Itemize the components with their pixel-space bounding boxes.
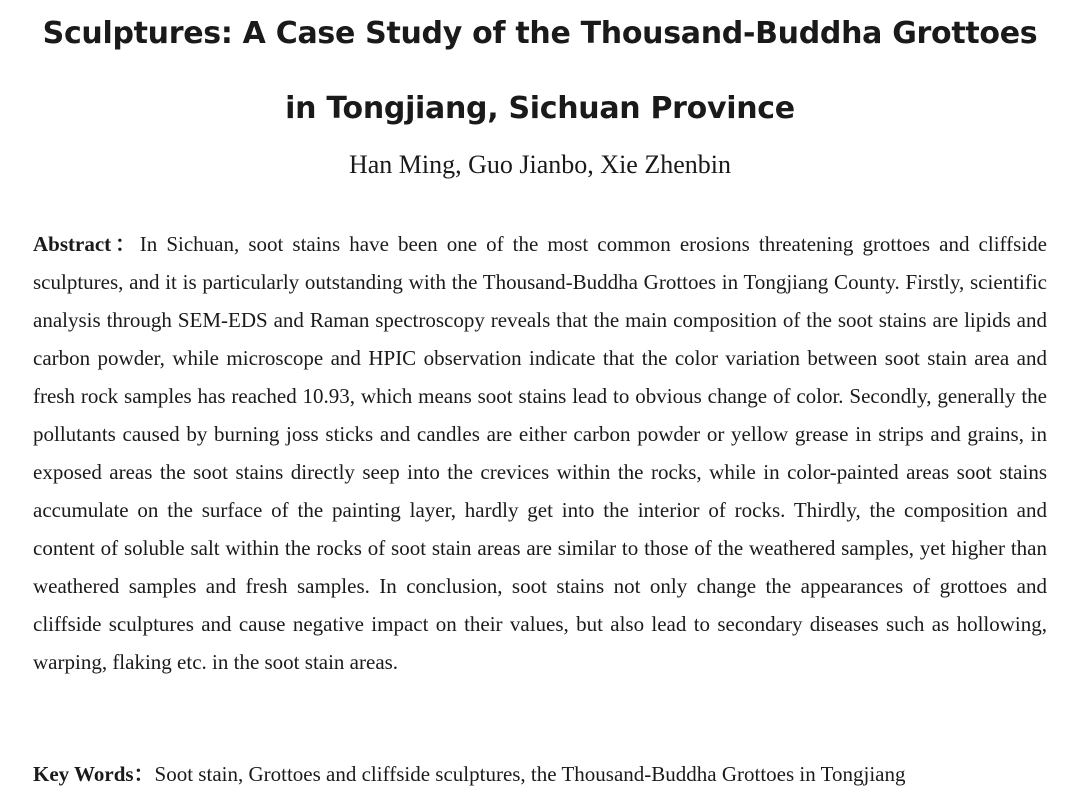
abstract-label: Abstract：	[33, 232, 140, 256]
paper-title-line-1: Sculptures: A Case Study of the Thousand-Buddha Grottoes	[42, 16, 1038, 51]
paper-title-line-2: in Tongjiang, Sichuan Province	[285, 91, 795, 126]
keywords-label: Key Words：	[33, 762, 155, 786]
abstract-paragraph	[33, 225, 1047, 681]
keywords-text: Soot stain, Grottoes and cliffside sculptures, the Thousand-Buddha Grottoes in Tongjiang	[154, 762, 906, 786]
abstract-text: In Sichuan, soot stains have been one of the most common erosions threatening grottoes and cliffside sculptures, and it is particularly outstanding with the Thousand-Buddha Grottoes in Tongjiang County. Firstly, scientific analysis through SEM-EDS and Raman spectroscopy reveals that the main composition of the soot stains are lipids and carbon powder, while microscope and HPIC observation indicate that the color variation between soot stain area and fresh rock samples has reached 10.93, which means soot stains lead to obvious change of color. Secondly, generally the pollutants caused by burning joss sticks and candles are either carbon powder or yellow grease in strips and grains, in exposed areas the soot stains directly seep into the crevices within the rocks, while in color-painted areas soot stains accumulate on the surface of the painting layer, hardly get into the interior of rocks. Thirdly, the composition and content of soluble salt within the rocks of soot stain areas are similar to those of the weathered samples, yet higher than weathered samples and fresh samples. In conclusion, soot stains not only change the appearances of grottoes and cliffside sculptures and cause negative impact on their values, but also lead to secondary diseases such as hollowing, warping, flaking etc. in the soot stain areas.	[33, 232, 1047, 674]
author-list: Han Ming, Guo Jianbo, Xie Zhenbin	[348, 150, 731, 179]
keywords-line	[33, 758, 1063, 790]
